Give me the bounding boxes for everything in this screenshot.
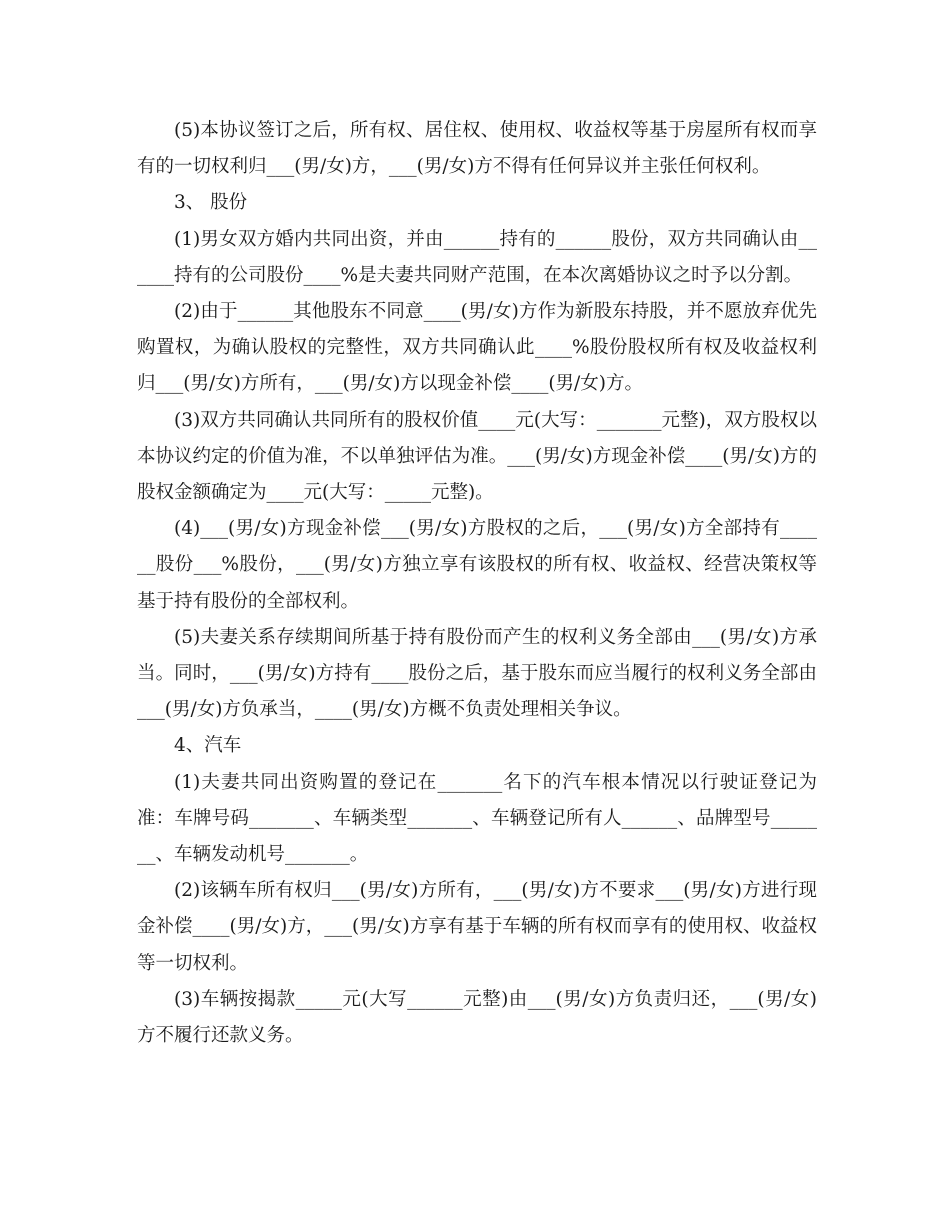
paragraph-shares-5: (5)夫妻关系存续期间所基于持有股份而产生的权利义务全部由___(男/女)方承当。同时，___(男/女)方持有____股份之后，基于股东而应当履行的权利义务全部由___(男/女)方负承当，____(男/女)方概不负责处理相关争议。 — [137, 626, 817, 721]
paragraph-car-2: (2)该辆车所有权归___(男/女)方所有，___(男/女)方不要求___(男/女)方进行现金补偿____(男/女)方，___(男/女)方享有基于车辆的所有权而享有的使用权、收益权等一切权利。 — [137, 880, 817, 974]
paragraph-car-1: (1)夫妻共同出资购置的登记在_______名下的汽车根本情况以行驶证登记为准：车牌号码_______、车辆类型_______、车辆登记所有人______、品牌型号_______、车辆发动机号_______。 — [137, 771, 817, 866]
paragraph-house-rights: (5)本协议签订之后，所有权、居住权、使用权、收益权等基于房屋所有权而享有的一切权利归___(男/女)方，___(男/女)方不得有任何异议并主张任何权利。 — [137, 120, 817, 178]
paragraph-shares-3: (3)双方共同确认共同所有的股权价值____元(大写：_______元整)，双方股权以本协议约定的价值为准，不以单独评估为准。___(男/女)方现金补偿____(男/女)方的股权金额确定为____元(大写：_____元整)。 — [137, 409, 817, 504]
agreement-body — [137, 113, 817, 1054]
paragraph-shares-4: (4)___(男/女)方现金补偿___(男/女)方股权的之后，___(男/女)方全部持有______股份___%股份，___(男/女)方独立享有该股权的所有权、收益权、经营决策权等基于持有股份的全部权利。 — [137, 518, 817, 612]
paragraph-shares-2: (2)由于______其他股东不同意____(男/女)方作为新股东持股，并不愿放弃优先购置权，为确认股权的完整性，双方共同确认此____%股份股权所有权及收益权利归___(男/女)方所有，___(男/女)方以现金补偿____(男/女)方。 — [137, 301, 817, 395]
section-heading-shares: 3、 股份 — [174, 192, 248, 214]
paragraph-shares-1: (1)男女双方婚内共同出资，并由______持有的______股份，双方共同确认由______持有的公司股份____%是夫妻共同财产范围，在本次离婚协议之时予以分割。 — [137, 228, 817, 286]
paragraph-car-3: (3)车辆按揭款_____元(大写______元整)由___(男/女)方负责归还，___(男/女)方不履行还款义务。 — [137, 988, 817, 1047]
section-heading-car: 4、汽车 — [174, 735, 242, 757]
